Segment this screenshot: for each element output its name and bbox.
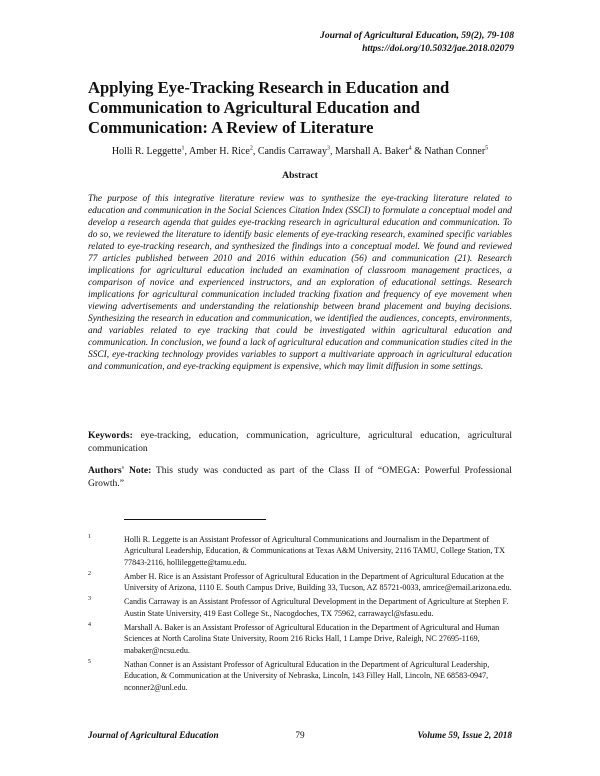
authors-note-label: Authors' Note: [88, 465, 152, 476]
footer-journal: Journal of Agricultural Education [88, 730, 219, 740]
footnote-number: 4 [88, 622, 91, 629]
author-name: Nathan Conner [424, 146, 486, 157]
author-mark: 3 [326, 145, 330, 152]
author-name: Marshall A. Baker [334, 146, 409, 157]
journal-header [320, 30, 514, 55]
abstract-heading: Abstract [282, 170, 318, 181]
footnote-text: Marshall A. Baker is an Assistant Professor of Agricultural Education in the Department of Agricultural and Human Sciences at North Carolina State University, Room 216 Ricks Hall, 1 Lampe Drive, Raleigh, NC 27695-1169, mabaker@ncsu.edu. [124, 623, 500, 655]
author-mark: 2 [249, 145, 253, 152]
keywords-label: Keywords: [88, 430, 133, 441]
author-name: Holli R. Leggette [111, 146, 182, 157]
authors-note-text: This study was conducted as part of the Class II of “OMEGA: Powerful Professional Growth.” [88, 465, 512, 489]
footer-volume: Volume 59, Issue 2, 2018 [417, 730, 512, 740]
footnote-text: Nathan Conner is an Assistant Professor of Agricultural Education in the Department of Agricultural Leadership, Education, & Communication at the University of Nebraska, Lincoln, 143 Filley Hall, Lincoln, NE 68583-0947, nconner2@unl.edu. [124, 659, 490, 692]
author-name: Candis Carraway [257, 146, 327, 157]
footnote-number: 5 [88, 658, 91, 665]
footnote [88, 659, 512, 693]
footnote-number: 1 [88, 534, 91, 540]
doi-link[interactable]: https://doi.org/10.5032/jae.2018.02079 [362, 42, 514, 54]
footnote [88, 571, 512, 594]
author-mark: 5 [485, 145, 489, 152]
journal-citation: Journal of Agricultural Education, 59(2), 79-108 [320, 30, 514, 41]
author-name: Amber H. Rice [188, 146, 250, 157]
author-list: Holli R. Leggette$^1$, Amber H. Rice$^2$, Candis Carraway$^3$, Marshall A. Baker$^4$ & Nathan Conner$^5$ [111, 145, 489, 157]
footnote [88, 596, 512, 619]
abstract-text: The purpose of this integrative literature review was to synthesize the eye-tracking literature related to education and communication in the Social Sciences Citation Index (SSCI) to formulate a conceptual model and develop a research agenda that guides eye-tracking research in agricultural education and communication. To do so, we reviewed the literature to identify basic elements of eye-tracking research, examined specific variables related to eye-tracking research, and synthesized the findings into a conceptual model. We found and reviewed 77 articles published between 2010 and 2016 within education (56) and communication (21). Research implications for agricultural education included an examination of classroom management practices, a comparison of novice and experienced instructors, and an exploration of educational settings. Research implications for agricultural communication included tracking fixation and frequency of eye movement when viewing advertisements and understanding the relationship between brand placement and buying decisions. Synthesizing the research in education and communication, we identified the audiences, concepts, environments, and variables related to eye tracking that could be investigated within agricultural education and communication. In conclusion, we found a lack of agricultural education and communication studies cited in the SSCI, eye-tracking technology provides variables to support a multivariate approach in agricultural education and communication, and eye-tracking equipment is expensive, which may limit diffusion in some settings. [88, 194, 512, 372]
footnote-divider [124, 519, 266, 520]
page-number: 79 [295, 730, 305, 740]
footnote-text: Holli R. Leggette is an Assistant Professor of Agricultural Communications and Journalism in the Department of Agricultural Leadership, Education, & Communications at Texas A&M University, 2116 TAMU, College Station, TX 77843-2116, hollileggette@tamu.edu. [124, 535, 506, 567]
author-mark: 1 [181, 145, 185, 152]
footnote [88, 534, 512, 568]
keywords-text: eye-tracking, education, communication, agriculture, agricultural education, agricultural communication [88, 430, 512, 454]
footnote-text: Amber H. Rice is an Assistant Professor of Agricultural Education in the Department of Agricultural Education at the University of Arizona, 1110 E. South Campus Drive, Building 33, Tucson, AZ 85721-0033, amrice@email.arizona.edu. [124, 571, 512, 593]
footnote [88, 622, 512, 656]
footnote-number: 3 [88, 596, 91, 603]
authors-note [88, 465, 512, 490]
paper-title: Applying Eye-Tracking Research in Education and Communication to Agricultural Education and Communication: A Review of Literature [88, 78, 450, 137]
author-mark: 4 [408, 145, 412, 152]
footnote-number: 2 [88, 570, 91, 577]
footnote-text: Candis Carraway is an Assistant Professor of Agricultural Development in the Department of Agriculture at Stephen F. Austin State University, 419 East College St., Nacogdoches, TX 75962, carrawaycl@sfasu.edu. [124, 597, 509, 618]
keywords [88, 430, 512, 455]
footnote-list [88, 534, 512, 696]
